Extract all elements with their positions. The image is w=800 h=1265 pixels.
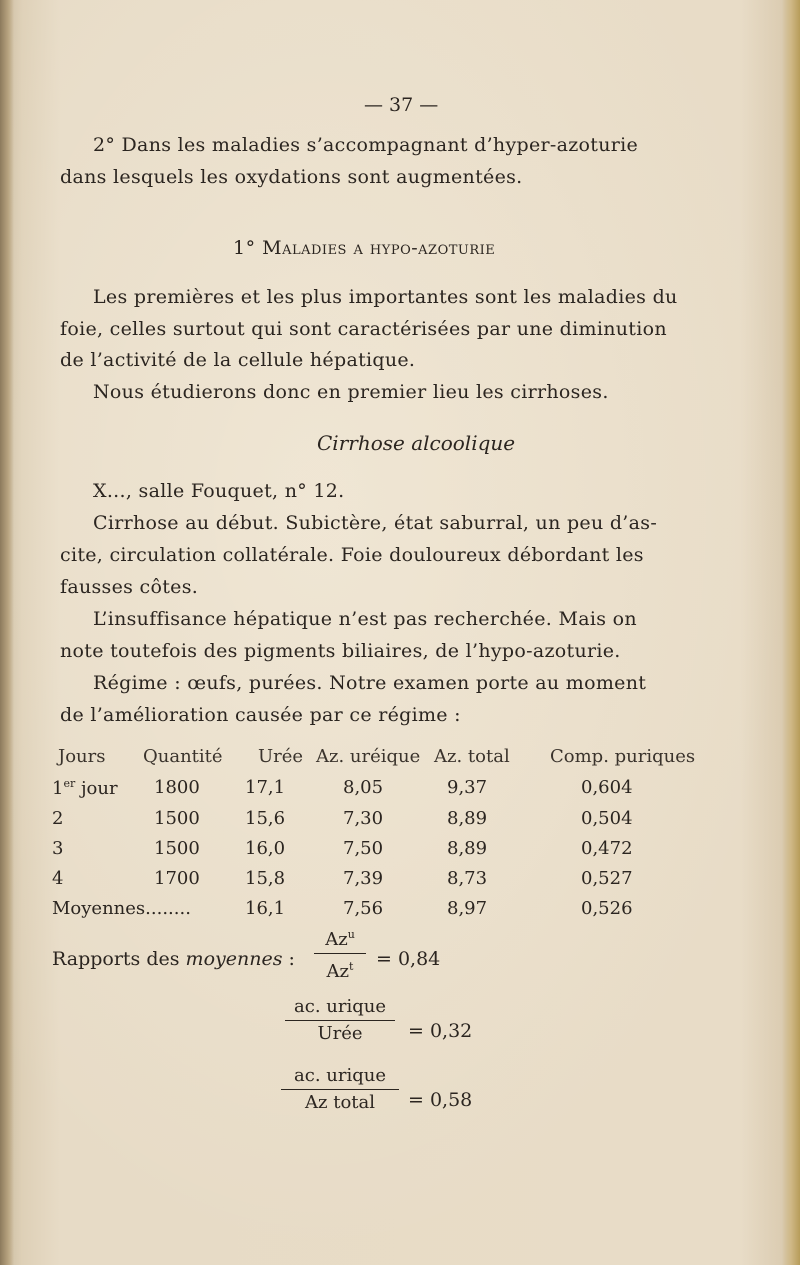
ratio-numerator: ac. urique: [294, 996, 386, 1017]
case-line: de l’amélioration causée par ce régime :: [60, 704, 461, 726]
case-line: note toutefois des pigments biliaires, de l’hypo-azoturie.: [60, 640, 621, 662]
cell-jour: 1er jour: [52, 777, 118, 799]
cell-jour: 3: [52, 838, 64, 859]
ratio-fraction: [281, 1065, 399, 1114]
paragraph-line: foie, celles surtout qui sont caractérisées par une diminution: [60, 318, 667, 340]
case-line: Cirrhose au début. Subictère, état saburral, un peu d’as-: [93, 512, 658, 534]
cell-comp-puriques: 0,472: [581, 838, 633, 859]
page-right-edge: [782, 0, 800, 1265]
cell-az-ureique: 7,56: [343, 898, 384, 919]
header-az-total: Az. total: [434, 746, 510, 767]
ratio-value: = 0,58: [408, 1089, 473, 1111]
case-line: cite, circulation collatérale. Foie douloureux débordant les: [60, 544, 644, 566]
ratio-denominator: Urée: [317, 1023, 363, 1044]
paragraph-line: Les premières et les plus importantes sont les maladies du: [93, 286, 678, 308]
cell-uree: 15,6: [245, 808, 286, 829]
cell-moyennes-label: Moyennes........: [52, 898, 191, 919]
cell-quantite: 1500: [154, 808, 200, 829]
case-line: fausses côtes.: [60, 576, 199, 598]
fraction-bar: [285, 1020, 395, 1021]
cell-az-total: 9,37: [447, 777, 488, 798]
ratio-denominator: Az total: [305, 1092, 375, 1113]
cell-jour: 4: [52, 868, 64, 889]
cell-comp-puriques: 0,526: [581, 898, 633, 919]
cell-az-ureique: 8,05: [343, 777, 384, 798]
cell-uree: 15,8: [245, 868, 286, 889]
cell-quantite: 1800: [154, 777, 200, 798]
header-quantite: Quantité: [143, 746, 223, 767]
page-left-edge: [0, 0, 14, 1265]
rapports-italic: moyennes: [185, 948, 283, 970]
cell-az-ureique: 7,39: [343, 868, 384, 889]
header-comp-puriques: Comp. puriques: [550, 746, 696, 767]
ratio-value: = 0,84: [376, 948, 441, 970]
rapports-suffix: :: [282, 948, 295, 970]
cell-az-total: 8,97: [447, 898, 488, 919]
intro-line-2: dans lesquels les oxydations sont augmentées.: [60, 166, 523, 188]
cell-az-ureique: 7,30: [343, 808, 384, 829]
ratio-denominator: Az$^t$: [326, 960, 354, 982]
subtitle: Cirrhose alcoolique: [317, 431, 516, 455]
cell-az-ureique: 7,50: [343, 838, 384, 859]
ratio-numerator: ac. urique: [294, 1065, 386, 1086]
cell-az-total: 8,73: [447, 868, 488, 889]
header-az-ureique: Az. uréique: [316, 746, 421, 767]
cell-comp-puriques: 0,604: [581, 777, 633, 798]
cell-az-total: 8,89: [447, 838, 488, 859]
paragraph-line: de l’activité de la cellule hépatique.: [60, 349, 416, 371]
paragraph-line: Nous étudierons donc en premier lieu les cirrhoses.: [93, 381, 609, 403]
cell-quantite: 1500: [154, 838, 200, 859]
cell-uree: 16,0: [245, 838, 286, 859]
cell-uree: 16,1: [245, 898, 286, 919]
rapports-label: [52, 948, 295, 970]
header-jours: Jours: [58, 746, 106, 767]
rapports-prefix: Rapports des: [52, 948, 186, 970]
cell-comp-puriques: 0,504: [581, 808, 633, 829]
cell-quantite: 1700: [154, 868, 200, 889]
case-patient: X..., salle Fouquet, n° 12.: [93, 480, 345, 502]
fraction-bar: [281, 1089, 399, 1090]
case-line: L’insuffisance hépatique n’est pas recherchée. Mais on: [93, 608, 637, 630]
ratio-fraction: [314, 924, 366, 983]
fraction-bar: [314, 953, 366, 954]
cell-uree: 17,1: [245, 777, 286, 798]
case-line: Régime : œufs, purées. Notre examen porte au moment: [93, 672, 647, 694]
section-title: [233, 237, 495, 259]
section-title-text: Maladies a hypo-azoturie: [262, 237, 496, 259]
cell-comp-puriques: 0,527: [581, 868, 633, 889]
ratio-value: = 0,32: [408, 1020, 473, 1042]
cell-jour: 2: [52, 808, 64, 829]
cell-az-total: 8,89: [447, 808, 488, 829]
header-uree: Urée: [258, 746, 304, 767]
page-number: — 37 —: [364, 94, 439, 116]
section-number: 1°: [233, 237, 263, 259]
intro-line-1: 2° Dans les maladies s’accompagnant d’hyper-azoturie: [93, 134, 639, 156]
ratio-fraction: [285, 996, 395, 1045]
ratio-numerator: Az$^u$: [325, 928, 355, 950]
